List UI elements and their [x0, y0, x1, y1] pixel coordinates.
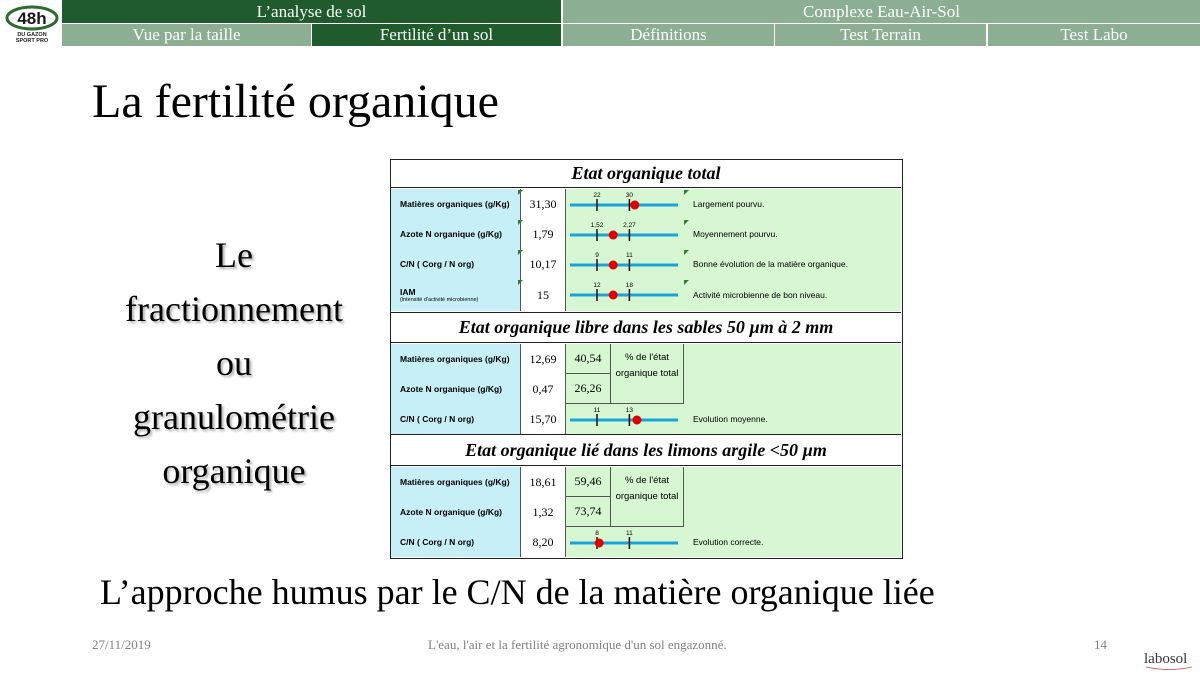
table-row — [391, 249, 901, 279]
48h-logo — [4, 2, 60, 44]
row-label: Matières organiques (g/Kg) — [391, 467, 521, 497]
row-percent: 40,54 — [566, 344, 611, 374]
gauge-high-label: 13 — [625, 407, 634, 414]
organic-fertility-table — [390, 159, 903, 559]
gauge-svg — [566, 527, 684, 557]
left-text-line: fractionnement — [125, 289, 343, 329]
row-comment: Largement pourvu. — [684, 189, 901, 219]
nav-tab-label: Complexe Eau-Air-Sol — [803, 1, 960, 21]
gauge-high-label: 11 — [626, 530, 633, 537]
footer-page-number: 14 — [1094, 637, 1107, 652]
nav-tab-complexe-eau-air-sol[interactable] — [563, 0, 1200, 23]
gauge-low-label: 22 — [593, 192, 601, 199]
gauge-marker — [632, 416, 641, 425]
table-row — [391, 527, 901, 557]
gauge-low-label: 8 — [595, 530, 599, 537]
table-row — [391, 219, 901, 249]
nav-subtab-label: Définitions — [630, 25, 707, 44]
row-percent: 59,46 — [566, 467, 611, 497]
row-value: 15,70 — [521, 404, 566, 434]
nav-subtab-label: Test Terrain — [840, 25, 921, 44]
subtitle: L’approche humus par le C/N de la matière organique liée — [100, 572, 935, 612]
nav-subtab-label: Test Labo — [1060, 25, 1128, 44]
gauge-svg — [566, 189, 684, 219]
row-comment: Moyennement pourvu. — [684, 219, 901, 249]
footer-center-text: L'eau, l'air et la fertilité agronomique d'un sol engazonné. — [428, 637, 727, 652]
row-value: 18,61 — [521, 467, 566, 497]
gauge-svg — [566, 249, 684, 279]
gauge-low-label: 12 — [593, 282, 601, 289]
page-title: La fertilité organique — [92, 75, 499, 128]
row-value: 15 — [521, 279, 566, 311]
left-text-line: granulométrie — [133, 397, 335, 437]
gauge-marker — [609, 291, 618, 300]
row-value: 10,17 — [521, 249, 566, 279]
labosol-underline — [1146, 667, 1192, 670]
gauge-marker — [595, 539, 604, 548]
left-text-block — [96, 228, 372, 498]
logo-sub-line2: SPORT PRO — [15, 38, 49, 44]
row-label: Azote N organique (g/Kg) — [391, 374, 521, 404]
row-gauge — [566, 527, 684, 557]
gauge-svg — [566, 219, 684, 249]
gauge-high-label: 11 — [626, 252, 633, 259]
left-text-line: organique — [162, 451, 306, 491]
logo-sub-line1: DU GAZON — [17, 32, 47, 38]
gauge-low-label: 1,52 — [590, 222, 604, 229]
nav-subtab-test-labo[interactable] — [988, 24, 1200, 46]
section-title-total: Etat organique total — [391, 160, 901, 188]
nav-subtab-label: Fertilité d’un sol — [379, 25, 494, 44]
nav-subtab-test-terrain[interactable] — [775, 24, 986, 46]
gauge-high-label: 18 — [625, 282, 634, 289]
labosol-logo — [1142, 647, 1196, 673]
row-gauge — [566, 279, 684, 311]
gauge-svg — [566, 404, 684, 434]
nav-subtab-label: Vue par la taille — [132, 25, 241, 44]
nav-tab-label: L’analyse de sol — [256, 1, 367, 21]
section-title-lie: Etat organique lié dans les limons argile <50 µm — [391, 434, 901, 466]
footer-date: 27/11/2019 — [92, 637, 151, 652]
percent-of-total-label: % de l'état organique total — [611, 467, 684, 527]
row-label: C/N ( Corg / N org) — [391, 404, 521, 434]
row-label: Matières organiques (g/Kg) — [391, 189, 521, 219]
cell-corner-mark — [684, 190, 689, 195]
cell-corner-mark — [684, 250, 689, 255]
section-title-libre: Etat organique libre dans les sables 50 µm à 2 mm — [391, 312, 901, 343]
table-row — [391, 404, 901, 434]
row-comment: Activité microbienne de bon niveau. — [684, 279, 901, 311]
gauge-low-label: 11 — [593, 407, 601, 414]
cell-corner-mark — [518, 250, 523, 255]
cell-corner-mark — [684, 220, 689, 225]
row-percent: 73,74 — [566, 497, 611, 527]
cell-corner-mark — [518, 190, 523, 195]
logo-text: 48h — [17, 9, 47, 28]
row-gauge — [566, 404, 684, 434]
nav-subtab-definitions[interactable] — [563, 24, 774, 46]
row-label: IAM (intensité d'activité microbienne) — [391, 279, 521, 311]
table-row — [391, 189, 901, 219]
row-value: 1,32 — [521, 497, 566, 527]
row-comment: Bonne évolution de la matière organique. — [684, 249, 901, 279]
gauge-marker — [630, 201, 639, 210]
row-value: 31,30 — [521, 189, 566, 219]
gauge-low-label: 9 — [595, 252, 599, 259]
row-percent: 26,26 — [566, 374, 611, 404]
labosol-logo-text: labosol — [1144, 651, 1188, 667]
nav-tab-analyse-de-sol[interactable] — [62, 0, 561, 23]
row-gauge — [566, 189, 684, 219]
row-label-small: (intensité d'activité microbienne) — [400, 297, 479, 303]
row-value: 1,79 — [521, 219, 566, 249]
gauge-marker — [609, 231, 618, 240]
gauge-high-label: 2,27 — [623, 222, 636, 229]
row-label: Azote N organique (g/Kg) — [391, 219, 521, 249]
row-label: C/N ( Corg / N org) — [391, 249, 521, 279]
row-gauge — [566, 249, 684, 279]
row-value: 8,20 — [521, 527, 566, 557]
row-comment: Evolution correcte. — [684, 527, 901, 557]
left-text-line: ou — [216, 343, 252, 383]
left-text-line: Le — [215, 235, 253, 275]
row-value: 12,69 — [521, 344, 566, 374]
row-label: Azote N organique (g/Kg) — [391, 497, 521, 527]
gauge-marker — [609, 261, 618, 270]
nav-subtab-vue-par-la-taille[interactable] — [62, 24, 311, 46]
row-label: C/N ( Corg / N org) — [391, 527, 521, 557]
nav-subtab-fertilite[interactable] — [312, 24, 561, 46]
table-row — [391, 279, 901, 311]
cell-corner-mark — [518, 280, 523, 285]
row-value: 0,47 — [521, 374, 566, 404]
row-label: Matières organiques (g/Kg) — [391, 344, 521, 374]
row-comment: Evolution moyenne. — [684, 404, 901, 434]
gauge-svg — [566, 279, 684, 309]
percent-of-total-label: % de l'état organique total — [611, 344, 684, 404]
row-gauge — [566, 219, 684, 249]
cell-corner-mark — [684, 280, 689, 285]
cell-corner-mark — [518, 220, 523, 225]
gauge-high-label: 30 — [625, 192, 634, 199]
